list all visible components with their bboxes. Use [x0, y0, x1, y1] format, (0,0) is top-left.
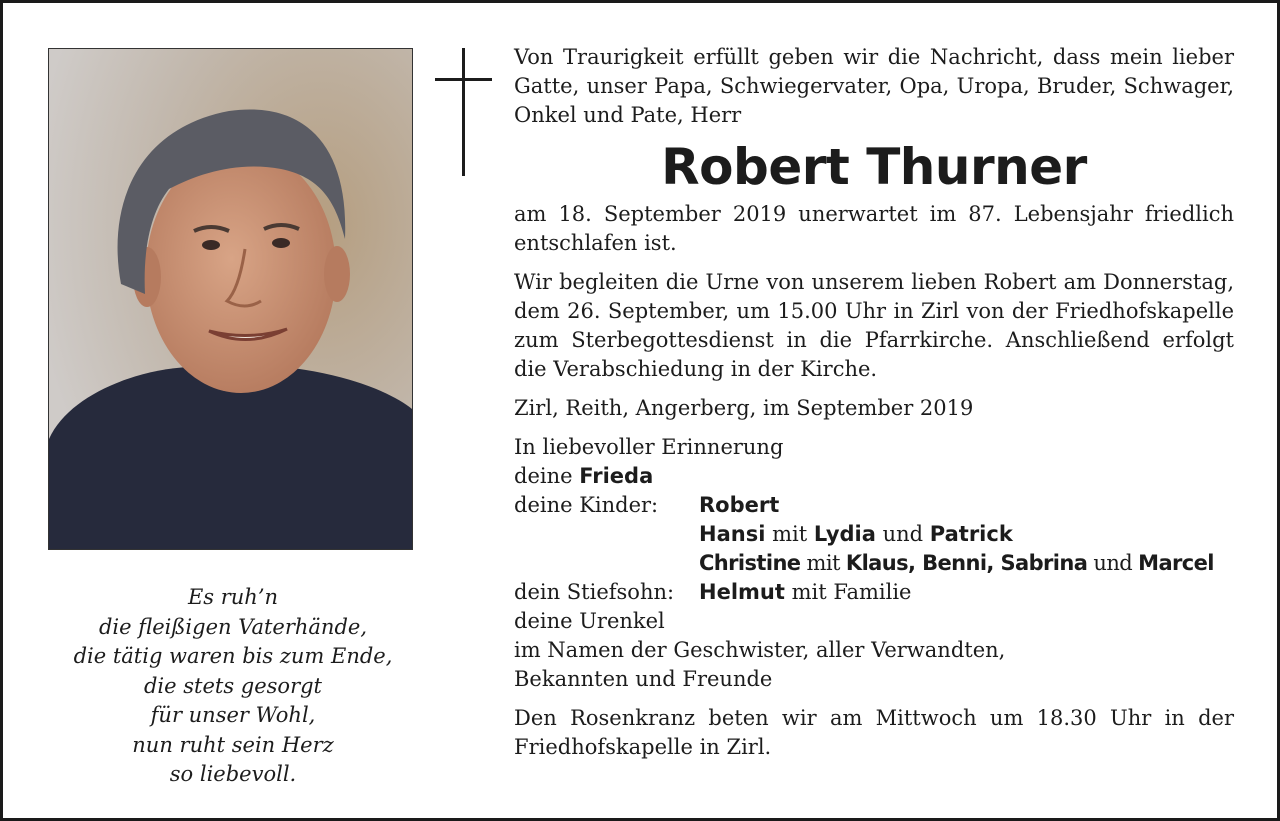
grandchildren-names: Klaus, Benni, Sabrina: [845, 551, 1088, 575]
portrait-illustration: [49, 49, 412, 549]
cross-icon: [435, 48, 492, 176]
poem-line: Es ruh’n: [187, 585, 279, 609]
portrait-photo: [48, 48, 413, 550]
stepson-label: dein Stiefsohn:: [514, 580, 675, 604]
poem-line: so liebevoll.: [169, 762, 297, 786]
children-row: [514, 549, 1234, 578]
child-name: Robert: [699, 493, 780, 517]
poem-line: die tätig waren bis zum Ende,: [73, 644, 393, 668]
greatgrandchildren-line: deine Urenkel: [514, 609, 665, 633]
poem-line: die stets gesorgt: [143, 673, 322, 698]
stepson-suffix: mit Familie: [791, 580, 912, 604]
child-name: Hansi: [699, 522, 766, 546]
wife-row: [514, 462, 1234, 491]
intro-paragraph: Von Traurigkeit erfüllt geben wir die Nachricht, dass mein lieber Gatte, unser Papa, Schwiegervater, Opa, Uropa, Bruder, Schwager, Onkel und Pate, Herr: [514, 45, 1234, 127]
deceased-name: Robert Thurner: [661, 138, 1087, 196]
children-label: deine Kinder:: [514, 493, 659, 517]
place-date: Zirl, Reith, Angerberg, im September 2019: [514, 396, 974, 420]
connector-text: und: [1093, 551, 1133, 575]
poem-line: für unser Wohl,: [150, 703, 316, 727]
relatives-line: im Namen der Geschwister, aller Verwandten,: [514, 638, 1006, 662]
funeral-paragraph: Wir begleiten die Urne von unserem lieben Robert am Donnerstag, dem 26. September, um 15.00 Uhr in Zirl von der Friedhofskapelle zum Sterbegottesdienst in die Pfarrkirche. Anschließend erfolgt die Verabschiedung in der Kirche.: [514, 270, 1234, 381]
remembrance-line: In liebevoller Erinnerung: [514, 435, 784, 459]
poem-line: nun ruht sein Herz: [132, 732, 334, 757]
children-row: [514, 520, 1234, 549]
child-name: Christine: [699, 551, 801, 575]
grandchild-name: Marcel: [1138, 551, 1214, 575]
obituary-text: [514, 43, 1234, 762]
grandchild-name: Patrick: [929, 522, 1013, 546]
wife-prefix: deine: [514, 464, 573, 488]
rosary-paragraph: Den Rosenkranz beten wir am Mittwoch um 18.30 Uhr in der Friedhofskapelle in Zirl.: [514, 706, 1234, 759]
connector-text: und: [882, 522, 924, 546]
death-notice: am 18. September 2019 unerwartet im 87. Lebensjahr friedlich entschlafen ist.: [514, 202, 1234, 255]
wife-name: Frieda: [579, 464, 654, 488]
memorial-poem: [43, 583, 423, 790]
connector-text: mit: [772, 522, 808, 546]
friends-line: Bekannten und Freunde: [514, 667, 773, 691]
poem-line: die fleißigen Vaterhände,: [98, 614, 367, 639]
partner-name: Lydia: [813, 522, 876, 546]
connector-text: mit: [806, 551, 840, 575]
children-row: [514, 491, 1234, 520]
stepson-name: Helmut: [699, 580, 785, 604]
stepson-row: [514, 578, 1234, 607]
